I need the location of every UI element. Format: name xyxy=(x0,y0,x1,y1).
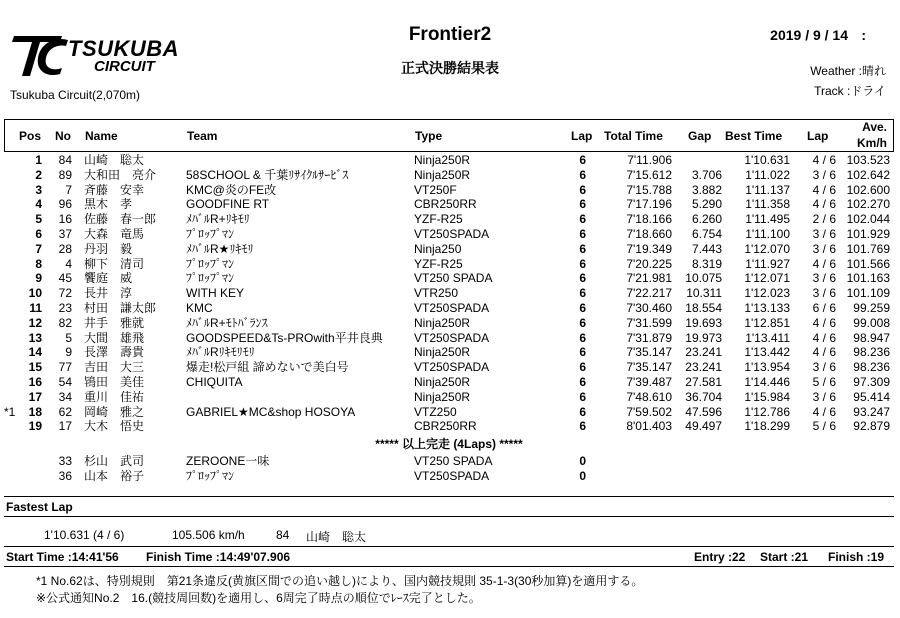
position: 8 xyxy=(35,256,42,271)
best-lap: 3 / 6 xyxy=(812,360,836,375)
car-number: 72 xyxy=(58,286,72,301)
car-number: 84 xyxy=(58,153,72,167)
col-pos: Pos xyxy=(19,129,42,143)
laps: 0 xyxy=(579,468,586,483)
document-subtitle: 正式決勝結果表 xyxy=(401,60,499,76)
car-number: 89 xyxy=(58,167,72,182)
fastest-lap-rider: 山崎 聡太 xyxy=(306,530,367,544)
car-number: 28 xyxy=(58,241,72,256)
table-row xyxy=(4,212,894,227)
best-lap: 3 / 6 xyxy=(812,389,836,404)
best-lap: 5 / 6 xyxy=(812,374,836,389)
table-row xyxy=(4,227,894,242)
start-time: Start Time :14:41'56 xyxy=(6,550,119,564)
gap: 10.311 xyxy=(686,286,722,301)
table-row xyxy=(4,197,894,212)
rider-name: 長澤 壽貴 xyxy=(84,345,145,360)
laps: 6 xyxy=(579,241,586,256)
team-name: ZEROONE一味 xyxy=(186,454,270,469)
col-kmh: Km/h xyxy=(857,136,887,150)
best-time: 1'11.495 xyxy=(745,212,790,227)
bike-type: VT250SPADA xyxy=(414,226,490,241)
rider-name: 村田 謙太郎 xyxy=(84,300,157,315)
car-number: 62 xyxy=(58,404,72,419)
col-total-time: Total Time xyxy=(604,129,663,143)
best-lap: 4 / 6 xyxy=(812,153,836,167)
car-number: 7 xyxy=(65,182,72,197)
divider xyxy=(4,516,894,517)
car-number: 34 xyxy=(58,389,72,404)
best-lap: 4 / 6 xyxy=(812,315,836,330)
gap: 6.260 xyxy=(691,212,722,227)
position: 16 xyxy=(28,374,42,389)
position: 15 xyxy=(28,360,42,375)
average-speed: 101.109 xyxy=(846,286,890,301)
laps: 6 xyxy=(579,153,586,167)
total-time: 7'18.660 xyxy=(626,226,672,241)
position: 5 xyxy=(35,212,42,227)
best-lap: 3 / 6 xyxy=(812,271,836,286)
best-time: 1'13.954 xyxy=(744,360,790,375)
team-name: ﾌﾟﾛｯﾌﾟﾏﾝ xyxy=(186,271,235,286)
col-lap: Lap xyxy=(571,129,593,143)
car-number: 5 xyxy=(65,330,72,345)
position: 9 xyxy=(35,271,42,286)
team-name: CHIQUITA xyxy=(186,374,243,389)
rider-name: 鴇田 美佳 xyxy=(84,374,145,389)
car-number: 36 xyxy=(58,468,72,483)
best-lap: 4 / 6 xyxy=(812,182,836,197)
rider-name: 山本 裕子 xyxy=(84,468,145,483)
table-row xyxy=(4,454,894,469)
gap: 19.693 xyxy=(685,315,722,330)
laps: 6 xyxy=(579,389,586,404)
table-row xyxy=(4,271,894,286)
average-speed: 101.566 xyxy=(846,256,890,271)
car-number: 37 xyxy=(58,226,72,241)
car-number: 17 xyxy=(58,419,72,434)
team-name: ﾌﾟﾛｯﾌﾟﾏﾝ xyxy=(186,468,235,483)
total-time: 7'39.487 xyxy=(626,374,672,389)
table-row xyxy=(4,419,894,434)
results-table xyxy=(4,153,894,484)
rider-name: 大間 雄飛 xyxy=(84,330,145,345)
car-number: 23 xyxy=(58,300,72,315)
circuit-info: Tsukuba Circuit(2,070m) xyxy=(10,88,141,102)
best-time: 1'13.442 xyxy=(744,345,790,360)
car-number: 45 xyxy=(58,271,72,286)
bike-type: YZF-R25 xyxy=(414,212,463,227)
best-time: 1'15.984 xyxy=(744,389,790,404)
best-time: 1'11.927 xyxy=(745,256,790,271)
table-row xyxy=(4,360,894,375)
bike-type: YZF-R25 xyxy=(414,256,463,271)
average-speed: 102.044 xyxy=(846,212,890,227)
gap: 23.241 xyxy=(685,360,722,375)
divider xyxy=(4,566,894,567)
average-speed: 101.929 xyxy=(846,226,890,241)
car-number: 33 xyxy=(58,454,72,469)
bike-type: VTZ250 xyxy=(414,404,457,419)
bike-type: VT250 SPADA xyxy=(414,271,493,286)
best-time: 1'11.137 xyxy=(745,182,790,197)
table-row xyxy=(4,242,894,257)
col-type: Type xyxy=(415,129,443,143)
gap: 3.882 xyxy=(691,182,722,197)
best-time: 1'12.851 xyxy=(744,315,790,330)
position: 6 xyxy=(35,226,42,241)
car-number: 4 xyxy=(65,256,72,271)
bike-type: VT250F xyxy=(414,182,457,197)
col-no: No xyxy=(55,129,71,143)
table-row xyxy=(4,168,894,183)
fastest-lap-time: 1'10.631 (4 / 6) xyxy=(44,528,125,542)
gap: 5.290 xyxy=(691,197,722,212)
total-time: 7'35.147 xyxy=(626,360,672,375)
col-best-time: Best Time xyxy=(725,129,783,143)
team-name: GOODSPEED&Ts-PROwith平井良典 xyxy=(186,330,383,345)
position: 1 xyxy=(35,153,42,167)
best-time: 1'12.070 xyxy=(744,241,790,256)
best-time: 1'18.299 xyxy=(744,419,790,434)
bike-type: Ninja250R xyxy=(414,315,471,330)
total-time: 7'21.981 xyxy=(626,271,672,286)
penalty-mark: *1 xyxy=(4,404,16,419)
best-lap: 3 / 6 xyxy=(812,226,836,241)
start-count: Start :21 xyxy=(760,550,809,564)
laps: 6 xyxy=(579,256,586,271)
bike-type: CBR250RR xyxy=(414,197,477,212)
note-race-shortened: ※公式通知No.2 16.(競技周回数)を適用し、6周完了時点の順位でﾚｰｽ完了とした。 xyxy=(36,591,481,605)
laps: 6 xyxy=(579,345,586,360)
table-row xyxy=(4,345,894,360)
gap: 27.581 xyxy=(685,374,722,389)
table-row xyxy=(4,331,894,346)
team-name: GABRIEL★MC&shop HOSOYA xyxy=(186,404,356,419)
table-row xyxy=(4,257,894,272)
bike-type: Ninja250R xyxy=(414,153,471,167)
best-time: 1'12.071 xyxy=(744,271,790,286)
position: 14 xyxy=(28,345,42,360)
best-time: 1'13.133 xyxy=(744,300,790,315)
logo-word-circuit: CIRCUIT xyxy=(94,58,155,75)
best-lap: 5 / 6 xyxy=(812,419,836,434)
total-time: 8'01.403 xyxy=(626,419,672,434)
car-number: 16 xyxy=(58,212,72,227)
car-number: 54 xyxy=(58,374,72,389)
finish-time: Finish Time :14:49'07.906 xyxy=(146,550,291,564)
bike-type: VT250SPADA xyxy=(414,330,490,345)
average-speed: 97.309 xyxy=(853,374,890,389)
date-colon: : xyxy=(861,27,866,43)
table-row xyxy=(4,301,894,316)
rider-name: 大森 竜馬 xyxy=(84,226,145,241)
bike-type: Ninja250R xyxy=(414,389,471,404)
total-time: 7'31.879 xyxy=(626,330,672,345)
table-row xyxy=(4,286,894,301)
col-best-lap: Lap xyxy=(807,129,829,143)
col-ave: Ave. xyxy=(862,120,887,134)
table-row xyxy=(4,469,894,484)
team-name: ﾒﾊﾞﾙRﾘｷﾓﾘﾓﾘ xyxy=(186,345,255,360)
average-speed: 103.523 xyxy=(846,153,890,167)
rider-name: 山崎 聡太 xyxy=(84,153,145,167)
position: 4 xyxy=(35,197,42,212)
position: 11 xyxy=(29,300,42,315)
total-time: 7'22.217 xyxy=(626,286,672,301)
track-condition: Track :ドライ xyxy=(814,84,886,98)
rider-name: 井手 雅就 xyxy=(84,315,145,330)
car-number: 82 xyxy=(58,315,72,330)
fastest-lap-speed: 105.506 km/h xyxy=(172,528,245,542)
best-time: 1'11.100 xyxy=(745,226,790,241)
total-time: 7'20.225 xyxy=(626,256,672,271)
best-lap: 3 / 6 xyxy=(812,286,836,301)
table-row xyxy=(4,316,894,331)
rider-name: 佐藤 春一郎 xyxy=(84,212,157,227)
bike-type: VT250SPADA xyxy=(414,468,490,483)
team-name: GOODFINE RT xyxy=(186,197,270,212)
table-row xyxy=(4,375,894,390)
rider-name: 長井 淳 xyxy=(84,286,133,301)
best-time: 1'11.022 xyxy=(745,167,790,182)
gap: 7.443 xyxy=(691,241,722,256)
rider-name: 柳下 清司 xyxy=(84,256,145,271)
best-lap: 4 / 6 xyxy=(812,256,836,271)
best-lap: 3 / 6 xyxy=(812,167,836,182)
position: 3 xyxy=(35,182,42,197)
laps: 6 xyxy=(579,315,586,330)
laps: 6 xyxy=(579,300,586,315)
rider-name: 重川 佳祐 xyxy=(84,389,145,404)
total-time: 7'48.610 xyxy=(626,389,672,404)
position: 19 xyxy=(28,419,42,434)
average-speed: 101.769 xyxy=(846,241,890,256)
finish-count: Finish :19 xyxy=(828,550,885,564)
total-time: 7'18.166 xyxy=(626,212,672,227)
position: 2 xyxy=(35,167,42,182)
col-gap: Gap xyxy=(688,129,712,143)
team-name: KMC xyxy=(186,300,213,315)
table-row xyxy=(4,405,894,420)
rider-name: 饗庭 威 xyxy=(84,271,133,286)
gap: 49.497 xyxy=(685,419,722,434)
gap: 8.319 xyxy=(691,256,722,271)
gap: 10.075 xyxy=(685,271,722,286)
total-time: 7'35.147 xyxy=(626,345,672,360)
divider xyxy=(4,496,894,497)
car-number: 9 xyxy=(65,345,72,360)
laps: 6 xyxy=(579,271,586,286)
laps: 6 xyxy=(579,374,586,389)
gap: 18.554 xyxy=(685,300,722,315)
logo-word-tsukuba: TSUKUBA xyxy=(68,36,180,61)
average-speed: 98.236 xyxy=(853,345,890,360)
col-name: Name xyxy=(85,129,118,143)
best-time: 1'11.358 xyxy=(745,197,790,212)
race-date: 2019 / 9 / 14 xyxy=(770,27,848,43)
laps: 6 xyxy=(579,167,586,182)
bike-type: CBR250RR xyxy=(414,419,477,434)
rider-name: 岡崎 雅之 xyxy=(84,404,145,419)
table-row xyxy=(4,153,894,168)
best-lap: 4 / 6 xyxy=(812,197,836,212)
total-time: 7'59.502 xyxy=(626,404,672,419)
bike-type: VTR250 xyxy=(414,286,459,301)
average-speed: 99.259 xyxy=(853,300,890,315)
best-time: 1'10.631 xyxy=(744,153,790,167)
gap: 3.706 xyxy=(691,167,722,182)
car-number: 96 xyxy=(58,197,72,212)
rider-name: 大木 悟史 xyxy=(84,419,145,434)
average-speed: 102.642 xyxy=(846,167,890,182)
position: 7 xyxy=(35,241,42,256)
bike-type: VT250SPADA xyxy=(414,300,490,315)
bike-type: Ninja250R xyxy=(414,345,471,360)
finishers-separator: ***** 以上完走 (4Laps) ***** xyxy=(375,437,523,452)
rider-name: 吉田 大三 xyxy=(84,360,145,375)
gap: 19.973 xyxy=(685,330,722,345)
laps: 6 xyxy=(579,404,586,419)
best-lap: 4 / 6 xyxy=(812,345,836,360)
best-time: 1'13.411 xyxy=(745,330,790,345)
team-name: KMC@炎のFE改 xyxy=(186,182,277,197)
rider-name: 杉山 武司 xyxy=(84,454,145,469)
team-name: ﾒﾊﾞﾙR+ﾓﾄﾊﾞﾗﾝｽ xyxy=(186,315,268,330)
non-finisher-rows xyxy=(4,454,894,484)
gap: 47.596 xyxy=(685,404,722,419)
best-lap: 3 / 6 xyxy=(812,241,836,256)
table-row xyxy=(4,390,894,405)
position: 12 xyxy=(28,315,42,330)
total-time: 7'31.599 xyxy=(626,315,672,330)
team-name: WITH KEY xyxy=(186,286,245,301)
best-lap: 2 / 6 xyxy=(812,212,836,227)
bike-type: VT250 SPADA xyxy=(414,454,493,469)
gap: 6.754 xyxy=(691,226,722,241)
team-name: 58SCHOOL & 千葉ﾘｻｲｸﾙｻｰﾋﾞｽ xyxy=(186,167,349,182)
team-name: ﾌﾟﾛｯﾌﾟﾏﾝ xyxy=(186,226,235,241)
average-speed: 99.008 xyxy=(853,315,890,330)
best-time: 1'14.446 xyxy=(744,374,790,389)
laps: 6 xyxy=(579,419,586,434)
results-rows xyxy=(4,153,894,434)
average-speed: 95.414 xyxy=(853,389,890,404)
bike-type: Ninja250 xyxy=(414,241,462,256)
laps: 0 xyxy=(579,454,586,469)
rider-name: 黒木 孝 xyxy=(84,197,133,212)
position: 17 xyxy=(28,389,42,404)
laps: 6 xyxy=(579,360,586,375)
laps: 6 xyxy=(579,226,586,241)
position: 18 xyxy=(28,404,42,419)
weather-info: Weather :晴れ xyxy=(810,64,886,78)
total-time: 7'30.460 xyxy=(626,300,672,315)
total-time: 7'17.196 xyxy=(626,197,672,212)
average-speed: 93.247 xyxy=(853,404,890,419)
average-speed: 98.947 xyxy=(853,330,890,345)
average-speed: 102.600 xyxy=(846,182,890,197)
average-speed: 101.163 xyxy=(846,271,890,286)
position: 10 xyxy=(28,286,42,301)
divider xyxy=(4,546,894,547)
average-speed: 92.879 xyxy=(853,419,890,434)
total-time: 7'19.349 xyxy=(626,241,672,256)
col-team: Team xyxy=(187,129,218,143)
gap: 23.241 xyxy=(685,345,722,360)
race-title: Frontier2 xyxy=(408,24,492,45)
rider-name: 斉藤 安幸 xyxy=(84,182,145,197)
bike-type: Ninja250R xyxy=(414,167,471,182)
total-time: 7'15.612 xyxy=(626,167,672,182)
best-time: 1'12.023 xyxy=(744,286,790,301)
team-name: ﾒﾊﾞﾙR★ﾘｷﾓﾘ xyxy=(186,241,254,256)
bike-type: VT250SPADA xyxy=(414,360,490,375)
rider-name: 大和田 亮介 xyxy=(84,167,157,182)
fastest-lap-title: Fastest Lap xyxy=(6,500,73,514)
note-penalty: *1 No.62は、特別規則 第21条違反(黄旗区間での追い越し)により、国内競技規則 35-1-3(30秒加算)を適用する。 xyxy=(36,574,644,588)
best-time: 1'12.786 xyxy=(744,404,790,419)
rider-name: 丹羽 毅 xyxy=(84,241,133,256)
best-lap: 6 / 6 xyxy=(812,300,836,315)
table-row xyxy=(4,183,894,198)
laps: 6 xyxy=(579,286,586,301)
laps: 6 xyxy=(579,197,586,212)
position: 13 xyxy=(28,330,42,345)
average-speed: 102.270 xyxy=(846,197,890,212)
average-speed: 98.236 xyxy=(853,360,890,375)
bike-type: Ninja250R xyxy=(414,374,471,389)
laps: 6 xyxy=(579,182,586,197)
total-time: 7'11.906 xyxy=(627,153,672,167)
laps: 6 xyxy=(579,212,586,227)
best-lap: 4 / 6 xyxy=(812,330,836,345)
laps: 6 xyxy=(579,330,586,345)
best-lap: 4 / 6 xyxy=(812,404,836,419)
gap: 36.704 xyxy=(685,389,722,404)
team-name: ﾌﾟﾛｯﾌﾟﾏﾝ xyxy=(186,256,235,271)
total-time: 7'15.788 xyxy=(626,182,672,197)
team-name: ﾒﾊﾞﾙR+ﾘｷﾓﾘ xyxy=(186,212,250,227)
results-column-header xyxy=(4,119,894,152)
car-number: 77 xyxy=(58,360,72,375)
fastest-lap-number: 84 xyxy=(276,528,290,542)
team-name: 爆走!松戸組 諦めないで美白号 xyxy=(186,360,349,375)
entry-count: Entry :22 xyxy=(694,550,746,564)
